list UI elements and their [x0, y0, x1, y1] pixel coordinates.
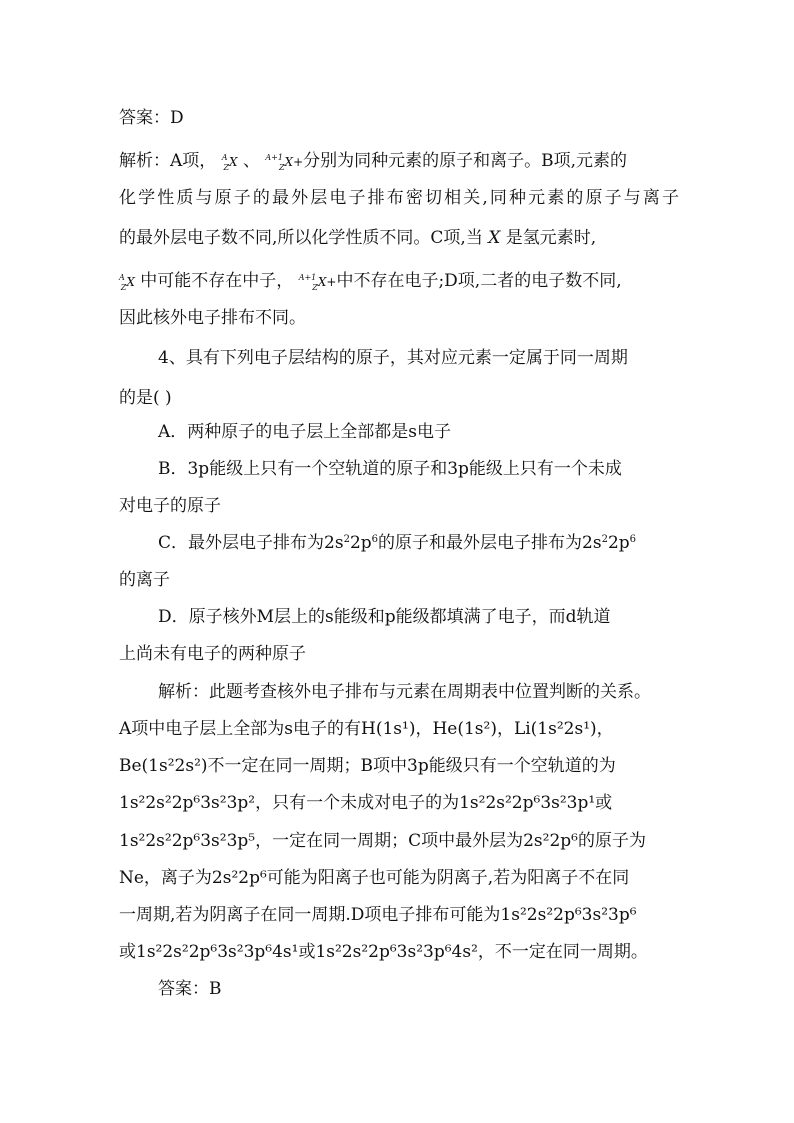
analysis2-line-1: 解析：此题考查核外电子排布与元素在周期表中位置判断的关系。: [158, 682, 651, 702]
separator: 、: [242, 151, 260, 171]
option-c-line-1: C．最外层电子排布为$2s^22p^6$的原子和最外层电子排布为$2s^22p^6$: [158, 533, 637, 553]
answer-line-1: 答案：D: [119, 108, 184, 128]
option-c-line-2: 的离子: [119, 570, 170, 590]
nuclide-symbol-4: $^{A+1}_Z$X+: [298, 273, 337, 292]
analysis2-line-7: 一周期,若为阴离子在同一周期.D项电子排布可能为1s²2s²2p⁶3s²3p⁶: [119, 905, 637, 925]
variable-x: X: [488, 228, 501, 248]
option-b-line-1: B．3p能级上只有一个空轨道的原子和3p能级上只有一个未成: [158, 459, 622, 479]
nuclide-symbol-2: $^{A+1}_Z$X+: [265, 153, 304, 172]
question-stem-line-1: 4、具有下列电子层结构的原子，其对应元素一定属于同一周期: [158, 348, 628, 368]
analysis2-line-8: 或1s²2s²2p⁶3s²3p⁶4s¹或1s²2s²2p⁶3s²3p⁶4s²，不一定在同一周期。: [119, 942, 648, 962]
analysis2-line-2: A项中电子层上全部为s电子的有H(1s¹)，He(1s²)，Li(1s²2s¹)，: [119, 719, 614, 739]
analysis1-line-4: $^A_Z$X 中可能不存在中子， $^{A+1}_Z$X+中不存在电子;D项,二者的电子数不同,: [119, 267, 679, 299]
nuclide-symbol-1: $^A_Z$X: [221, 153, 238, 172]
analysis1-line-5: 因此核外电子排布不同。: [119, 308, 306, 328]
answer-line-2: 答案：B: [158, 979, 222, 999]
question-stem-line-2: 的是( ): [119, 388, 172, 408]
option-b-line-2: 对电子的原子: [119, 496, 221, 516]
nuclide-symbol-3: $^A_Z$X: [119, 273, 135, 292]
analysis1-line-2: 化学性质与原子的最外层电子排布密切相关,同种元素的原子与离子: [119, 188, 679, 208]
analysis2-line-3: Be(1s²2s²)不一定在同一周期；B项中3p能级只有一个空轨道的为: [119, 756, 616, 776]
analysis1-prefix: 解析：A项，: [119, 151, 217, 171]
analysis2-line-5: 1s²2s²2p⁶3s²3p⁵，一定在同一周期；C项中最外层为2s²2p⁶的原子为: [119, 831, 646, 851]
option-d-line-1: D．原子核外M层上的s能级和p能级都填满了电子，而d轨道: [158, 607, 611, 627]
analysis1-line-3: 的最外层电子数不同,所以化学性质不同。C项,当 X 是氢元素时,: [119, 228, 597, 248]
analysis2-line-4: 1s²2s²2p⁶3s²3p²，只有一个未成对电子的为1s²2s²2p⁶3s²3p¹或: [119, 793, 613, 813]
analysis1-line-1-rest: 分别为同种元素的原子和离子。B项,元素的: [303, 151, 628, 171]
option-d-line-2: 上尚未有电子的两种原子: [119, 644, 306, 664]
analysis2-line-6: Ne，离子为2s²2p⁶可能为阳离子也可能为阴离子,若为阳离子不在同: [119, 868, 630, 888]
option-a: A．两种原子的电子层上全部都是s电子: [158, 422, 452, 442]
analysis1-line-1: [119, 147, 679, 179]
